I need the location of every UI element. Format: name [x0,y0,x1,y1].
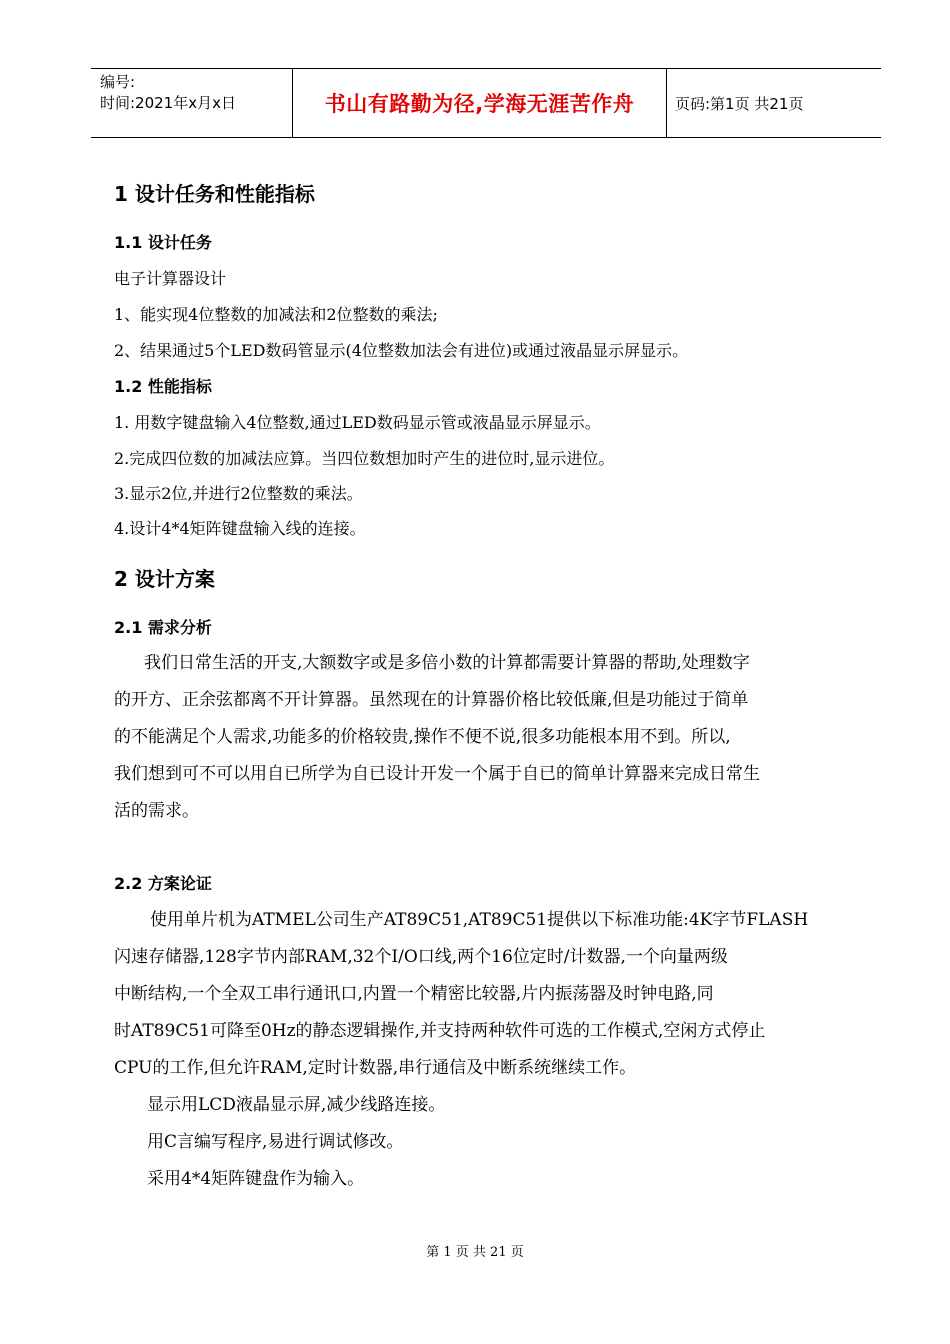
paragraph-line: 用C言编写程序,易进行调试修改。 [147,1132,404,1152]
header-left-cell [91,69,293,137]
paragraph-line: 活的需求。 [114,801,199,821]
text-line: 1. 用数字键盘输入4位整数,通过LED数码显示管或液晶显示屏显示。 [114,413,601,432]
paragraph-line: 的不能满足个人需求,功能多的价格较贵,操作不便不说,很多功能根本用不到。所以, [114,727,731,747]
paragraph-line: 采用4*4矩阵键盘作为输入。 [147,1169,365,1189]
section-2-2-title: 2.2 方案论证 [114,874,212,893]
paragraph-line: 时AT89C51可降至0Hz的静态逻辑操作,并支持两种软件可选的工作模式,空闲方式停止 [114,1021,766,1041]
paragraph-line: 显示用LCD液晶显示屏,减少线路连接。 [147,1095,446,1115]
text-line: 3.显示2位,并进行2位整数的乘法。 [114,484,363,503]
paragraph-line: 中断结构,一个全双工串行通讯口,内置一个精密比较器,片内振荡器及时钟电路,同 [114,984,714,1004]
header-middle-cell [293,69,667,137]
text-line: 4.设计4*4矩阵键盘输入线的连接。 [114,519,366,538]
header-right-cell [667,69,881,137]
code-label: 编号: [100,73,136,91]
paragraph-line: 闪速存储器,128字节内部RAM,32个I/O口线,两个16位定时/计数器,一个向量两级 [114,947,728,967]
text-line: 2、结果通过5个LED数码管显示(4位整数加法会有进位)或通过液晶显示屏显示。 [114,341,689,360]
paragraph-line: 的开方、正余弦都离不开计算器。虽然现在的计算器价格比较低廉,但是功能过于简单 [114,690,749,710]
paragraph-needs-analysis [114,645,862,830]
paragraph-line: 我们想到可不可以用自已所学为自已设计开发一个属于自已的简单计算器来完成日常生 [114,764,760,784]
paragraph-line: CPU的工作,但允许RAM,定时计数器,串行通信及中断系统继续工作。 [114,1058,637,1078]
section-2-title: 2 设计方案 [114,567,215,591]
motto: 书山有路勤为径,学海无涯苦作舟 [324,92,635,116]
section-1-2-title: 1.2 性能指标 [114,377,212,396]
page-footer: 第 1 页 共 21 页 [426,1245,524,1260]
section-1-title: 1 设计任务和性能指标 [114,182,315,206]
paragraph-line: 使用单片机为ATMEL公司生产AT89C51,AT89C51提供以下标准功能:4K字节FLASH [150,910,809,930]
text-line: 1、能实现4位整数的加减法和2位整数的乘法; [114,305,438,324]
page-header [91,68,881,138]
time-label: 时间:2021年x月x日 [100,94,236,112]
page-label: 页码:第1页 共21页 [675,94,804,113]
text-line: 电子计算器设计 [114,269,227,288]
text-line: 2.完成四位数的加减法应算。当四位数想加时产生的进位时,显示进位。 [114,449,615,468]
paragraph-scheme [114,902,862,1198]
section-2-1-title: 2.1 需求分析 [114,618,212,637]
paragraph-line: 我们日常生活的开支,大额数字或是多倍小数的计算都需要计算器的帮助,处理数字 [144,653,750,673]
section-1-1-title: 1.1 设计任务 [114,233,212,252]
